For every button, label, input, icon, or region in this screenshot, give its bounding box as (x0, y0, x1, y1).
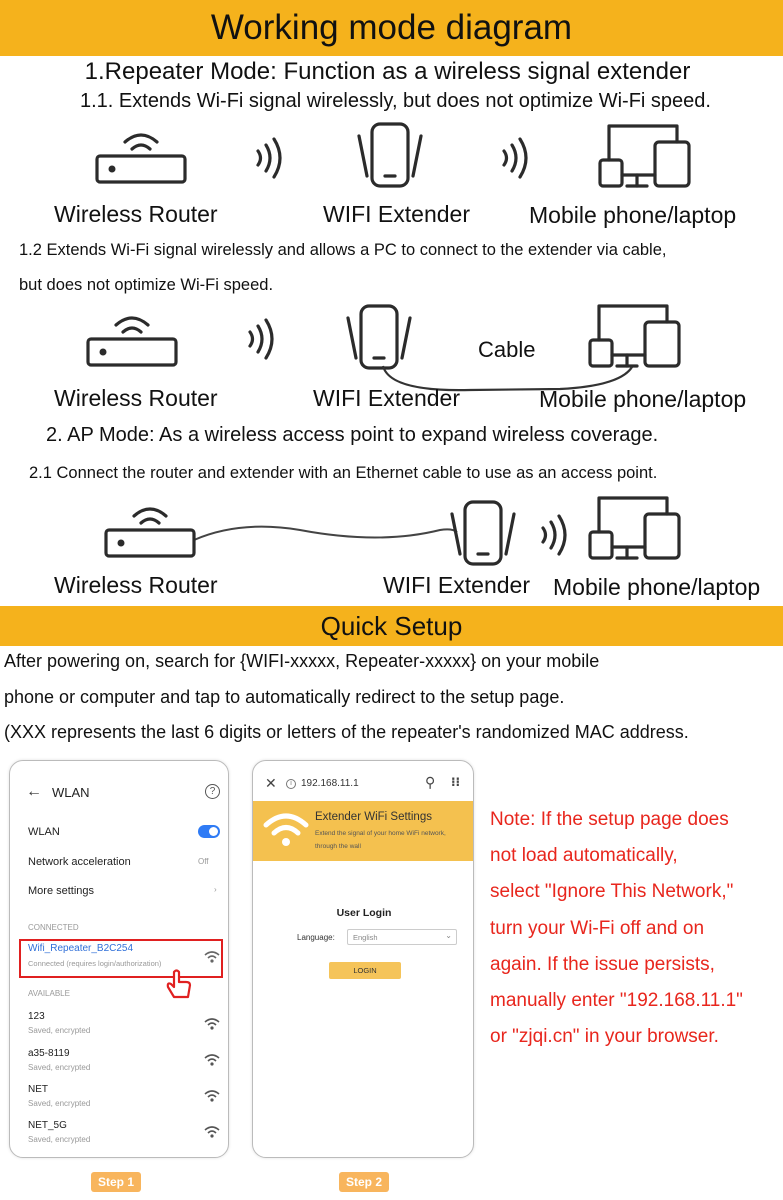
note-line: manually enter "192.168.11.1" (490, 990, 743, 1012)
note-line: select "Ignore This Network," (490, 881, 734, 903)
note-line: or "zjqi.cn" in your browser. (490, 1026, 719, 1048)
network-name[interactable]: a35-8119 (28, 1048, 70, 1059)
info-icon: i (286, 779, 296, 789)
language-label: Language: (297, 933, 335, 942)
router-label-2: Wireless Router (54, 385, 218, 411)
network-name[interactable]: 123 (28, 1011, 45, 1022)
router-label-3: Wireless Router (54, 572, 218, 598)
wifi-lock-icon (204, 1125, 220, 1139)
chevron-down-icon: ⌄ (445, 931, 452, 940)
repeater-sub1: 1.1. Extends Wi-Fi signal wirelessly, but does not optimize Wi-Fi speed. (80, 90, 711, 112)
repeater-sub2-line2: but does not optimize Wi-Fi speed. (19, 276, 274, 294)
diagram-title: Working mode diagram (210, 8, 573, 47)
wifi-lock-icon (204, 1053, 220, 1067)
help-icon[interactable]: ? (205, 784, 220, 799)
extender-label-1: WIFI Extender (323, 201, 470, 227)
network-name[interactable]: NET (28, 1084, 48, 1095)
wlan-toggle-label: WLAN (28, 826, 60, 838)
language-select-value: English (353, 933, 378, 942)
note-line: not load automatically, (490, 845, 678, 867)
wlan-toggle[interactable] (198, 825, 220, 838)
url-bar[interactable]: 192.168.11.1 (301, 778, 359, 789)
wifi-extender-icon-3 (448, 496, 518, 570)
step-1-badge: Step 1 (91, 1172, 141, 1192)
device-label-1: Mobile phone/laptop (529, 202, 737, 228)
user-login-title: User Login (336, 907, 392, 919)
network-status: Saved, encrypted (28, 1135, 91, 1144)
more-settings-item[interactable]: More settings (28, 885, 95, 897)
extender-label-2: WIFI Extender (313, 385, 460, 411)
note-line: again. If the issue persists, (490, 953, 715, 975)
browser-screen (252, 760, 474, 1158)
more-menu-icon[interactable]: ⁝⁝ (451, 775, 461, 789)
connected-header: CONNECTED (28, 923, 79, 932)
wireless-router-icon-3 (104, 496, 196, 562)
extender-settings-desc-2: through the wall (315, 843, 361, 850)
device-label-3: Mobile phone/laptop (553, 574, 761, 600)
network-acceleration-value: Off (198, 857, 209, 866)
extender-settings-title: Extender WiFi Settings (315, 811, 432, 823)
device-label-2: Mobile phone/laptop (539, 386, 747, 412)
quick-setup-title: Quick Setup (320, 610, 463, 641)
step-2-badge: Step 2 (339, 1172, 389, 1192)
setup-line3: (XXX represents the last 6 digits or letters of the repeater's randomized MAC address. (4, 722, 689, 742)
setup-line1: After powering on, search for {WIFI-xxxxx, Repeater-xxxxx} on your mobile (4, 651, 600, 671)
close-icon[interactable]: ✕ (265, 775, 277, 791)
search-icon[interactable]: ⚲ (425, 774, 436, 790)
wifi-logo-icon (263, 811, 309, 849)
wifi-lock-icon (204, 1089, 220, 1103)
extender-label-3: WIFI Extender (383, 572, 530, 598)
chevron-right-icon: › (214, 885, 217, 894)
language-select[interactable] (347, 929, 457, 945)
phone-laptop-icon-3 (587, 492, 683, 564)
cable-label: Cable (478, 337, 536, 362)
note-line: Note: If the setup page does (490, 809, 729, 830)
network-status: Saved, encrypted (28, 1099, 91, 1108)
wifi-lock-icon (204, 1017, 220, 1031)
back-arrow-icon[interactable]: ← (26, 783, 42, 800)
available-header: AVAILABLE (28, 989, 70, 998)
ap-heading: 2. AP Mode: As a wireless access point to expand wireless coverage. (46, 424, 659, 446)
wifi-signal-icon (204, 950, 220, 964)
signal-waves-icon-4 (537, 512, 573, 558)
extender-settings-desc-1: Extend the signal of your home WiFi network, (315, 830, 446, 837)
wlan-title: WLAN (52, 785, 90, 800)
connected-network-status: Connected (requires login/authorization) (28, 959, 162, 968)
connected-network-ssid[interactable]: Wifi_Repeater_B2C254 (28, 943, 134, 954)
network-status: Saved, encrypted (28, 1063, 91, 1072)
router-label-1: Wireless Router (54, 201, 218, 227)
network-status: Saved, encrypted (28, 1026, 91, 1035)
ap-sub1: 2.1 Connect the router and extender with an Ethernet cable to use as an access point. (29, 464, 658, 482)
setup-line2: phone or computer and tap to automatically redirect to the setup page. (4, 687, 565, 707)
wlan-screen (9, 760, 229, 1158)
hand-pointer-icon (162, 969, 196, 1003)
repeater-sub2-line1: 1.2 Extends Wi-Fi signal wirelessly and allows a PC to connect to the extender via cable, (19, 241, 667, 259)
login-button[interactable]: LOGIN (329, 962, 401, 979)
network-name[interactable]: NET_5G (28, 1120, 67, 1131)
extender-header-panel (253, 801, 474, 861)
note-line: turn your Wi-Fi off and on (490, 917, 705, 939)
repeater-heading: 1.Repeater Mode: Function as a wireless signal extender (84, 58, 691, 85)
quick-setup-banner (0, 606, 783, 646)
setup-note (490, 802, 743, 1055)
network-acceleration-item[interactable]: Network acceleration (28, 856, 131, 868)
